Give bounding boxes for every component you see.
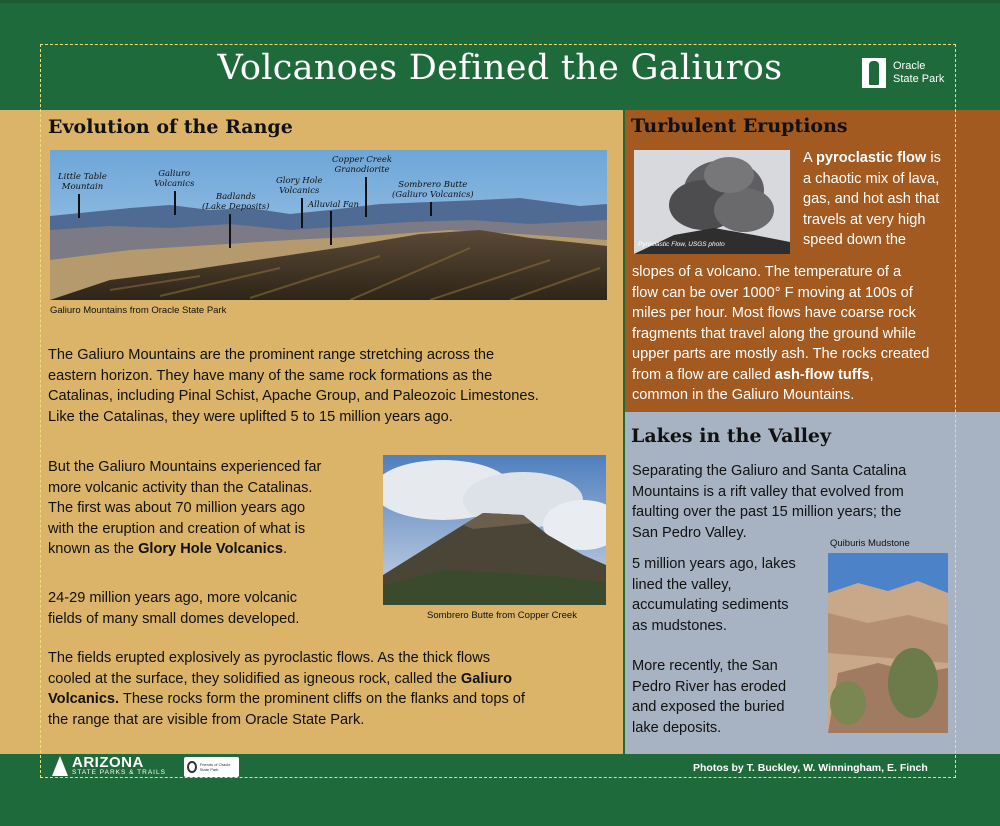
pyroclastic-flow-photo bbox=[634, 150, 790, 254]
evolution-paragraph-1: The Galiuro Mountains are the prominent range stretching across the eastern horizon. They have many of the same rock formations as the Catalinas, including Pinal Schist, Apache Group, and Paleozoic Limestones. Like the Catalinas, they were uplifted 5 to 15 million years ago. bbox=[48, 347, 539, 425]
quiburis-mudstone-photo bbox=[828, 553, 948, 733]
galiuro-volcanics-term: Galiuro bbox=[460, 670, 513, 687]
pyroclastic-photo-caption: Pyroclastic Flow, USGS photo bbox=[638, 241, 725, 248]
evolution-paragraph-4: The fields erupted explosively as pyroclastic flows. As the thick flows cooled at the surface, they solidified as igneous rock, called the Galiuro Volcanics. These rocks form the prominent cliffs on the flanks and tops of the range that are visible from Oracle State Park. bbox=[48, 650, 525, 728]
panorama-pointer-line bbox=[301, 198, 303, 228]
arizona-state-parks-logo: ARIZONA STATE PARKS & TRAILS bbox=[52, 756, 166, 776]
lakes-paragraph-2: 5 million years ago, lakes lined the valley, accumulating sediments as mudstones. bbox=[632, 556, 796, 634]
sombrero-butte-photo bbox=[383, 455, 606, 605]
eruptions-heading: Turbulent Eruptions bbox=[631, 115, 848, 137]
panorama-label-galiuro-volcanics: Galiuro Volcanics bbox=[154, 169, 195, 189]
evolution-paragraph-3: 24-29 million years ago, more volcanic fields of many small domes developed. bbox=[48, 590, 300, 627]
park-logo-text: Oracle State Park bbox=[893, 60, 945, 85]
panorama-label-glory-hole: Glory Hole Volcanics bbox=[276, 176, 323, 196]
tree-icon bbox=[862, 58, 886, 88]
lakes-paragraph-1: Separating the Galiuro and Santa Catalina Mountains is a rift valley that evolved from faulting over the past 15 million years; the San Pedro Valley. bbox=[632, 463, 907, 541]
butte-caption: Sombrero Butte from Copper Creek bbox=[427, 610, 577, 621]
panorama-pointer-line bbox=[330, 211, 332, 245]
eruptions-text-wide: slopes of a volcano. The temperature of a flow can be over 1000° F moving at 100s of miles per hour. Most flows have coarse rock fragments that travel along the ground while upper parts are mostly ash. The rocks created from a flow are called ash-flow tuffs, common in the Galiuro Mountains. bbox=[632, 264, 930, 403]
friends-emblem-icon bbox=[187, 761, 197, 773]
arizona-mountain-icon bbox=[52, 756, 68, 776]
panorama-pointer-line bbox=[174, 191, 176, 215]
ash-flow-tuffs-term: ash-flow tuffs bbox=[774, 366, 870, 383]
panorama-pointer-line bbox=[365, 177, 367, 217]
mudstone-caption: Quiburis Mudstone bbox=[830, 538, 910, 549]
lakes-paragraph-3: More recently, the San Pedro River has eroded and exposed the buried lake deposits. bbox=[632, 658, 787, 736]
panorama-pointer-line bbox=[430, 202, 432, 216]
panorama-pointer-line bbox=[229, 214, 231, 248]
galiuro-panorama-photo bbox=[50, 150, 607, 300]
panorama-label-alluvial-fan: Alluvial Fan bbox=[308, 200, 359, 210]
pyroclastic-flow-term: pyroclastic flow bbox=[815, 150, 927, 166]
oracle-state-park-logo bbox=[862, 58, 944, 88]
panorama-label-sombrero-butte: Sombrero Butte (Galiuro Volcanics) bbox=[392, 180, 474, 200]
panorama-caption: Galiuro Mountains from Oracle State Park bbox=[50, 305, 227, 316]
lakes-heading: Lakes in the Valley bbox=[631, 425, 832, 447]
panorama-label-badlands: Badlands (Lake Deposits) bbox=[202, 192, 270, 212]
evolution-heading: Evolution of the Range bbox=[48, 116, 293, 138]
photo-credits: Photos by T. Buckley, W. Winningham, E. Finch bbox=[693, 762, 928, 774]
panorama-label-little-table: Little Table Mountain bbox=[58, 172, 107, 192]
friends-of-oracle-logo: Friends of Oracle State Park bbox=[184, 757, 239, 777]
panorama-label-copper-creek: Copper Creek Granodiorite bbox=[332, 155, 393, 175]
panorama-pointer-line bbox=[78, 194, 80, 218]
page-title: Volcanoes Defined the Galiuros bbox=[217, 48, 783, 88]
glory-hole-term: Glory Hole Volcanics bbox=[138, 541, 283, 557]
top-edge bbox=[0, 0, 1000, 3]
eruptions-text-narrow: A pyroclastic flow is a chaotic mix of lava, gas, and hot ash that travels at very high speed down the bbox=[803, 150, 941, 248]
evolution-paragraph-2: But the Galiuro Mountains experienced far more volcanic activity than the Catalinas. The first was about 70 million years ago with the eruption and creation of what is known as the Glory Hole Volcanics. bbox=[48, 459, 322, 557]
